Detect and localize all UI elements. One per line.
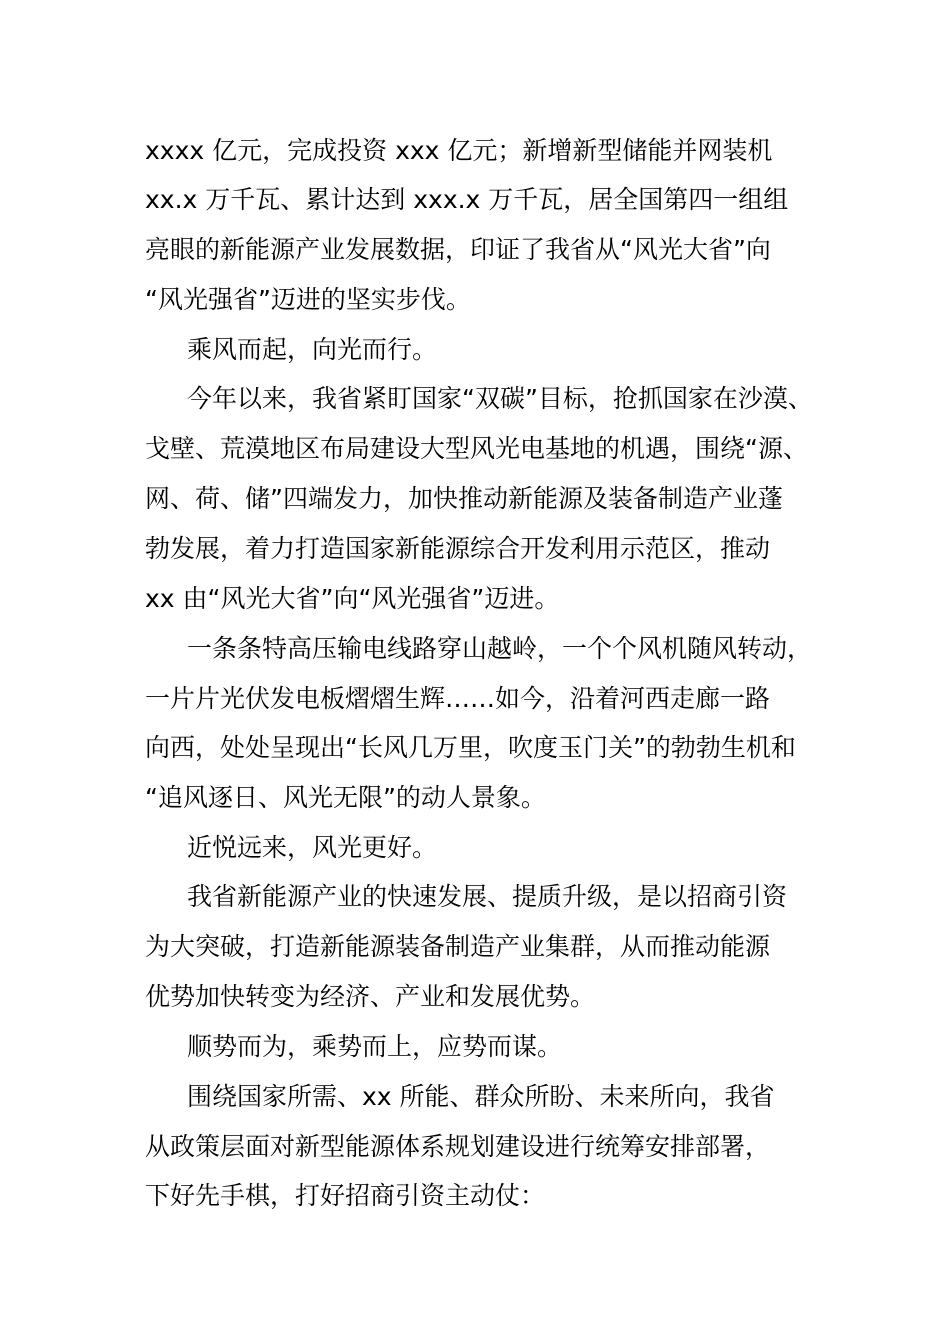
text-line: 向西，处处呈现出“长风几万里，吹度玉门关”的勃勃生机和 xyxy=(145,733,796,762)
text-line: 从政策层面对新型能源体系规划建设进行统筹安排部署， xyxy=(145,1132,771,1161)
text-line: 我省新能源产业的快速发展、提质升级，是以招商引资 xyxy=(187,882,788,911)
text-line: xxxx 亿元，完成投资 xxx 亿元；新增新型储能并网装机 xyxy=(145,136,773,165)
text-line: 顺势而为，乘势而上，应势而谋。 xyxy=(187,1032,563,1061)
text-line: 为大突破，打造新能源装备制造产业集群，从而推动能源 xyxy=(145,932,771,961)
text-line: 亮眼的新能源产业发展数据，印证了我省从“风光大省”向 xyxy=(145,235,771,264)
text-line: 勃发展，着力打造国家新能源综合开发利用示范区，推动 xyxy=(145,534,771,563)
text-line: 乘风而起，向光而行。 xyxy=(187,335,438,364)
text-line: “风光强省”迈进的坚实步伐。 xyxy=(145,285,471,314)
text-line: 网、荷、储”四端发力，加快推动新能源及装备制造产业蓬 xyxy=(145,484,783,513)
text-line: 下好先手棋，打好招商引资主动仗： xyxy=(145,1181,546,1210)
text-line: 优势加快转变为经济、产业和发展优势。 xyxy=(145,982,596,1011)
text-line: 一条条特高压输电线路穿山越岭，一个个风机随风转动， xyxy=(187,634,813,663)
text-line: 近悦远来，风光更好。 xyxy=(187,833,438,862)
text-line: 围绕国家所需、xx 所能、群众所盼、未来所向，我省 xyxy=(187,1082,775,1111)
text-line: xx.x 万千瓦、累计达到 xxx.x 万千瓦，居全国第四一组组 xyxy=(145,185,789,214)
text-line: xx 由“风光大省”向“风光强省”迈进。 xyxy=(145,584,560,613)
text-line: 今年以来，我省紧盯国家“双碳”目标，抢抓国家在沙漠、 xyxy=(187,384,813,413)
text-line: “追风逐日、风光无限”的动人景象。 xyxy=(145,783,546,812)
text-line: 一片片光伏发电板熠熠生辉……如今，沿着河西走廊一路 xyxy=(145,684,771,713)
text-line: 戈壁、荒漠地区布局建设大型风光电基地的机遇，围绕“源、 xyxy=(145,434,808,463)
